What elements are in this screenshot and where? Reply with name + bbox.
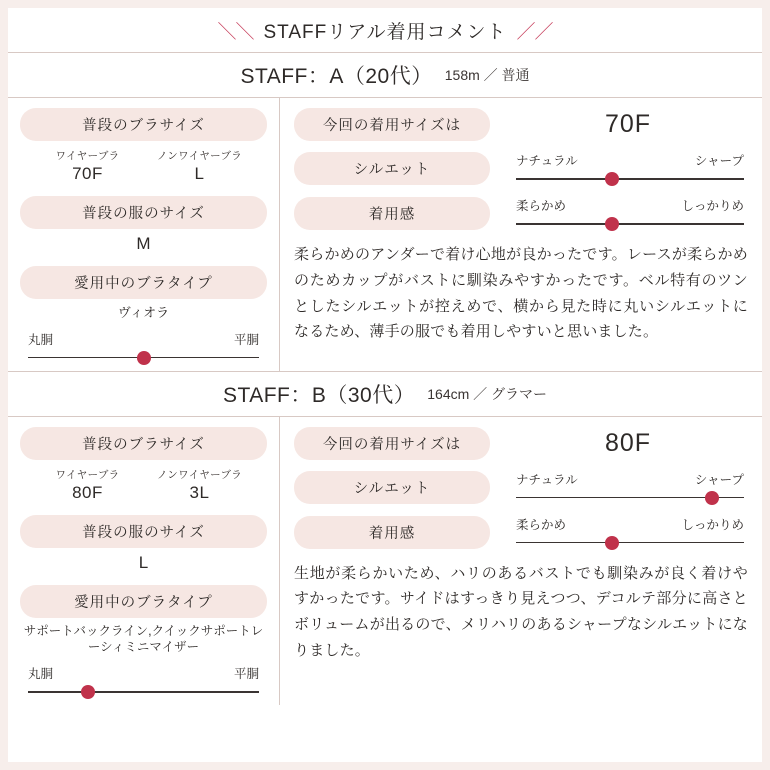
wireless-bra-a — [157, 148, 243, 184]
wireless-bra-label-b: ノンワイヤーブラ — [156, 468, 243, 481]
silhouette-knob-a — [605, 172, 619, 186]
staff-block-b — [8, 371, 762, 706]
favorite-bra-type-label-a: 愛用中のブラタイプ — [20, 266, 267, 299]
feel-right-label-b: しっかりめ — [681, 517, 744, 532]
staff-b-header — [8, 371, 762, 417]
silhouette-track-b — [516, 491, 744, 505]
wireless-bra-b — [157, 467, 243, 503]
staff-a-comment: 柔らかめのアンダーで着け心地が良かったです。レースが柔らかめのためカップがバストに馴染みやすかったです。ベル特有のツンとしたシルエットが控えめで、横から見た時に丸いシルエットになるため、薄手の服でも着用しやすいと思いました。 — [294, 247, 748, 341]
silhouette-right-label-a: シャープ — [694, 154, 744, 168]
feel-right-label-a: しっかりめ — [681, 199, 744, 213]
staff-a-right-column — [280, 98, 762, 371]
feel-track-a — [516, 217, 744, 231]
silhouette-slider-a — [504, 151, 748, 186]
worn-size-label-a: 今回の着用サイズは — [294, 108, 490, 141]
silhouette-left-label-a: ナチュラル — [516, 154, 578, 168]
feel-slider-a — [504, 196, 748, 231]
feel-knob-b — [605, 536, 619, 550]
body-shape-right-label-a: 平胴 — [233, 332, 259, 347]
wired-bra-value-a: 70F — [72, 164, 103, 183]
silhouette-slider-b — [504, 470, 748, 505]
feel-left-label-a: 柔らかめ — [516, 199, 567, 213]
silhouette-label-a: シルエット — [294, 152, 490, 185]
staff-b-left-column — [8, 417, 280, 706]
worn-size-value-b: 80F — [604, 428, 652, 457]
silhouette-left-label-b: ナチュラル — [516, 472, 578, 487]
worn-size-row-a — [294, 108, 748, 141]
silhouette-label-b: シルエット — [294, 471, 490, 504]
wired-bra-label-a: ワイヤーブラ — [55, 150, 120, 162]
usual-clothes-size-label-a: 普段の服のサイズ — [20, 196, 267, 229]
body-shape-bar-b — [28, 691, 259, 693]
staff-a-name: STAFF：A（20代） — [240, 65, 433, 88]
usual-clothes-size-value-a: M — [136, 234, 151, 253]
page-title-text: STAFFリアル着用コメント — [263, 21, 507, 43]
body-shape-slider-a — [20, 330, 267, 365]
silhouette-bar-a — [516, 178, 744, 180]
left-slash-decoration: ＼＼ — [217, 21, 254, 43]
feel-track-b — [516, 536, 744, 550]
wired-bra-value-b: 80F — [72, 482, 103, 502]
page-title — [8, 8, 762, 52]
silhouette-right-label-b: シャープ — [694, 472, 744, 487]
staff-comment-card — [8, 8, 762, 762]
body-shape-left-label-a: 丸胴 — [28, 332, 54, 347]
wireless-bra-label-a: ノンワイヤーブラ — [156, 150, 243, 162]
feel-row-b — [294, 515, 748, 550]
wireless-bra-value-b: 3L — [189, 482, 210, 502]
usual-bra-size-values-b — [20, 467, 267, 503]
favorite-bra-type-value-a: ヴィオラ — [117, 305, 170, 320]
staff-a-body — [8, 98, 762, 371]
usual-bra-size-label-b: 普段のブラサイズ — [20, 427, 267, 460]
body-shape-knob-a — [137, 351, 151, 365]
staff-b-comment: 生地が柔らかいため、ハリのあるバストでも馴染みが良く着けやすかったです。サイドはすっきり見えつつ、デコルテ部分に高さとボリュームが出るので、メリハリのあるシャープなシルエットになりました。 — [294, 565, 748, 659]
worn-size-value-a: 70F — [604, 110, 652, 138]
staff-b-name: STAFF：B（30代） — [222, 383, 416, 407]
staff-a-meta: 158m ／ 普通 — [444, 67, 530, 83]
staff-a-left-column — [8, 98, 280, 371]
usual-bra-size-values-a — [20, 148, 267, 184]
body-shape-slider-b — [20, 664, 267, 699]
silhouette-row-a — [294, 151, 748, 186]
wireless-bra-value-a: L — [194, 164, 205, 183]
favorite-bra-type-value-b: サポートバックライン,クイックサポートレーシィミニマイザー — [23, 623, 264, 655]
staff-block-a — [8, 52, 762, 371]
body-shape-track-b — [28, 685, 259, 699]
feel-slider-b — [504, 515, 748, 550]
feel-label-a: 着用感 — [294, 197, 490, 230]
silhouette-track-a — [516, 172, 744, 186]
body-shape-knob-b — [81, 685, 95, 699]
favorite-bra-type-label-b: 愛用中のブラタイプ — [20, 585, 267, 618]
usual-clothes-size-value-b: L — [138, 552, 149, 572]
wired-bra-label-b: ワイヤーブラ — [55, 468, 120, 481]
staff-b-body — [8, 417, 762, 706]
wired-bra-b — [45, 467, 131, 503]
staff-b-right-column — [280, 417, 762, 706]
silhouette-row-b — [294, 470, 748, 505]
wired-bra-a — [45, 148, 131, 184]
feel-left-label-b: 柔らかめ — [516, 517, 567, 532]
feel-bar-a — [516, 223, 744, 225]
staff-b-meta: 164cm ／ グラマー — [427, 385, 548, 402]
silhouette-knob-b — [705, 491, 719, 505]
feel-bar-b — [516, 542, 744, 544]
feel-knob-a — [605, 217, 619, 231]
body-shape-track-a — [28, 351, 259, 365]
feel-row-a — [294, 196, 748, 231]
feel-label-b: 着用感 — [294, 516, 490, 549]
usual-clothes-size-label-b: 普段の服のサイズ — [20, 515, 267, 548]
worn-size-label-b: 今回の着用サイズは — [294, 427, 490, 460]
body-shape-left-label-b: 丸胴 — [28, 667, 54, 682]
right-slash-decoration: ／／ — [516, 21, 553, 43]
body-shape-right-label-b: 平胴 — [233, 667, 259, 682]
worn-size-row-b — [294, 427, 748, 460]
usual-bra-size-label-a: 普段のブラサイズ — [20, 108, 267, 141]
staff-a-header — [8, 52, 762, 98]
